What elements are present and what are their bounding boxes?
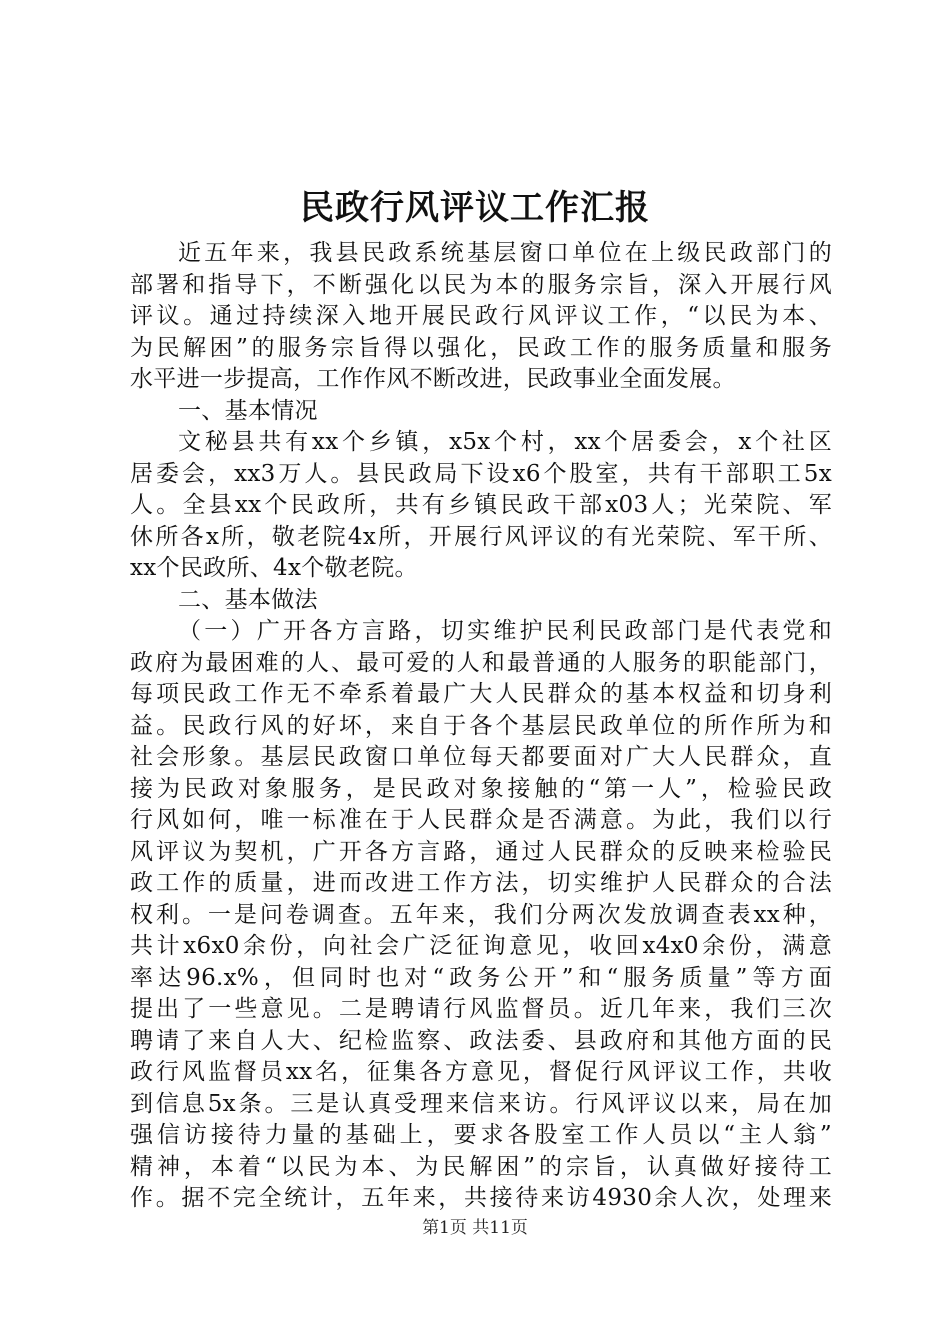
paragraph-line: 休所各x所，敬老院4x所，开展行风评议的有光荣院、军干所、: [130, 523, 832, 550]
paragraph-line: 部署和指导下，不断强化以民为本的服务宗旨，深入开展行风: [130, 271, 832, 298]
paragraph-line: 作。据不完全统计，五年来，共接待来访4930余人次，处理来: [130, 1185, 832, 1211]
paragraph-line: 提出了一些意见。二是聘请行风监督员。近几年来，我们三次: [130, 996, 832, 1022]
paragraph-line: 政府为最困难的人、最可爱的人和最普通的人服务的职能部门，: [130, 649, 832, 676]
paragraph-line: 风评议为契机，广开各方言路，通过人民群众的反映来检验民: [130, 838, 832, 865]
paragraph-line: 率达96.x%，但同时也对“政务公开”和“服务质量”等方面: [130, 964, 832, 991]
section-heading: 一、基本情况: [178, 397, 318, 424]
section-heading: 二、基本做法: [178, 586, 318, 613]
paragraph-line: 水平进一步提高，工作作风不断改进，民政事业全面发展。: [130, 366, 736, 392]
page-number-label: 第1页 共11页: [422, 1218, 528, 1238]
paragraph-line: 近五年来，我县民政系统基层窗口单位在上级民政部门的: [178, 240, 832, 266]
paragraph-line: 社会形象。基层民政窗口单位每天都要面对广大人民群众，直: [130, 744, 832, 770]
paragraph-line: 每项民政工作无不牵系着最广大人民群众的基本权益和切身利: [130, 681, 832, 707]
paragraph-line: 聘请了来自人大、纪检监察、政法委、县政府和其他方面的民: [130, 1027, 832, 1054]
paragraph-line: 政行风监督员xx名，征集各方意见，督促行风评议工作，共收: [130, 1059, 832, 1085]
paragraph-line: 政工作的质量，进而改进工作方法，切实维护人民群众的合法: [130, 870, 832, 896]
paragraph-line: 居委会，xx3万人。县民政局下设x6个股室，共有干部职工5x: [130, 460, 832, 487]
paragraph-line: 权利。一是问卷调查。五年来，我们分两次发放调查表xx种，: [130, 901, 832, 928]
paragraph-line: 益。民政行风的好坏，来自于各个基层民政单位的所作所为和: [130, 712, 832, 739]
page-footer: [0, 1216, 950, 1240]
paragraph-line: 到信息5x条。三是认真受理来信来访。行风评议以来，局在加: [130, 1090, 832, 1117]
paragraph-line: （一）广开各方言路，切实维护民利民政部门是代表党和: [178, 618, 832, 644]
paragraph-line: 强信访接待力量的基础上，要求各股室工作人员以“主人翁”: [130, 1122, 832, 1148]
paragraph-line: 为民解困”的服务宗旨得以强化，民政工作的服务质量和服务: [130, 334, 832, 361]
paragraph-line: 接为民政对象服务，是民政对象接触的“第一人”，检验民政: [130, 775, 832, 802]
document-body: [130, 238, 832, 1215]
paragraph-line: 评议。通过持续深入地开展民政行风评议工作，“以民为本、: [130, 303, 832, 329]
paragraph-line: 共计x6x0余份，向社会广泛征询意见，收回x4x0余份，满意: [130, 933, 832, 959]
document-title: 民政行风评议工作汇报: [300, 188, 650, 228]
paragraph-line: 人。全县xx个民政所，共有乡镇民政干部x03人；光荣院、军: [130, 492, 832, 518]
paragraph-line: xx个民政所、4x个敬老院。: [130, 555, 418, 581]
paragraph-line: 文秘县共有xx个乡镇，x5x个村，xx个居委会，x个社区: [178, 429, 832, 455]
paragraph-line: 行风如何，唯一标准在于人民群众是否满意。为此，我们以行: [130, 807, 832, 833]
paragraph-line: 精神，本着“以民为本、为民解困”的宗旨，认真做好接待工: [130, 1153, 832, 1180]
